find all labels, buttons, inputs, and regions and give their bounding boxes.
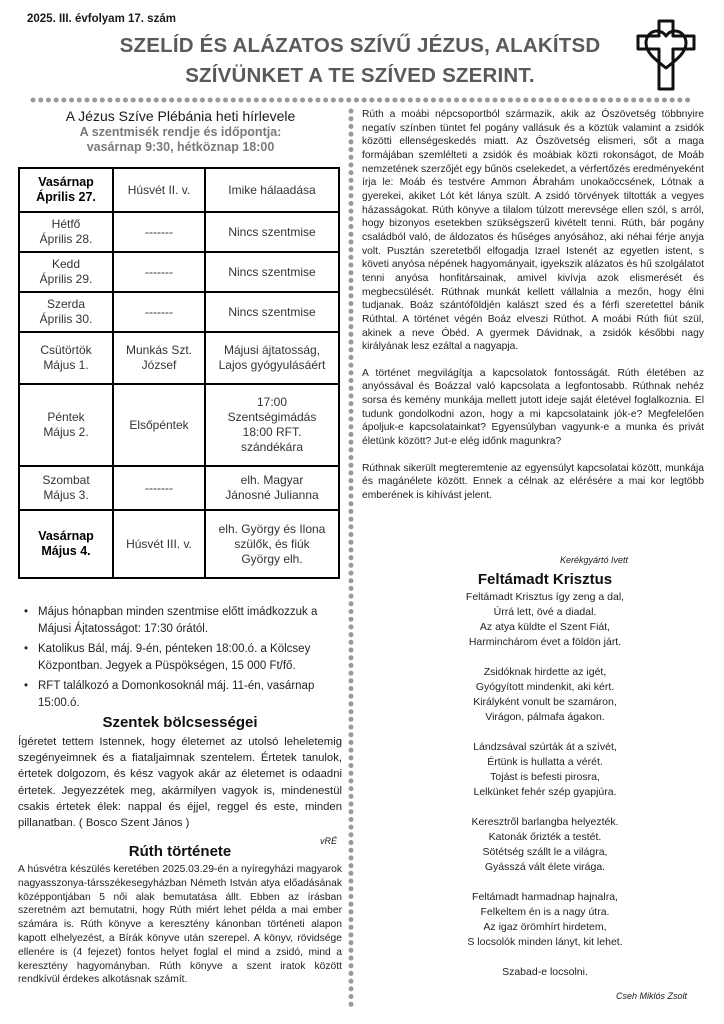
schedule-feast: ------- <box>113 292 205 332</box>
poem-stanza <box>420 815 670 875</box>
newsletter-heading <box>18 108 343 155</box>
schedule-day <box>19 292 113 332</box>
schedule-weekday: Kedd <box>51 257 81 271</box>
schedule-weekday: Vasárnap <box>38 529 94 543</box>
intention-line: Jánosné Julianna <box>225 488 319 502</box>
schedule-row <box>19 332 339 384</box>
schedule-date: Május 3. <box>43 488 89 502</box>
schedule-day <box>19 384 113 466</box>
schedule-intention <box>205 252 339 292</box>
schedule-day <box>19 466 113 510</box>
poem-line: Virágon, pálmafa ágakon. <box>485 711 605 723</box>
schedule-date: Április 27. <box>36 190 96 204</box>
sacred-heart-cross-icon <box>634 18 698 92</box>
intention-line: Nincs szentmise <box>228 304 316 319</box>
schedule-row <box>19 466 339 510</box>
schedule-feast: Húsvét II. v. <box>113 168 205 212</box>
intention-line: 18:00 RFT. <box>242 425 302 439</box>
ruth-story-continued <box>362 108 704 516</box>
newsletter-title: A Jézus Szíve Plébánia heti hírlevele <box>65 108 296 124</box>
schedule-intention <box>205 292 339 332</box>
poem-line: Értünk is hullatta a vérét. <box>487 756 603 768</box>
poem-line: Lelkünket fehér szép gyapjúra. <box>473 786 617 798</box>
motto-line-2: SZÍVÜNKET A TE SZÍVED SZERINT. <box>185 64 535 87</box>
schedule-date: Május 4. <box>41 544 91 558</box>
schedule-date: Április 29. <box>39 272 93 286</box>
schedule-day <box>19 252 113 292</box>
schedule-weekday: Péntek <box>47 410 85 424</box>
announcements-list <box>22 604 340 715</box>
schedule-feast: Munkás Szt. József <box>113 332 205 384</box>
ruth-paragraph: Rúthnak sikerült megteremtenie az egyensúlyt kapcsolatai között, munkája és magánélete között. Ennek a célnak az elérésére a mai kor legtöbb emberének is kihívást jelent. <box>362 462 704 502</box>
ruth-paragraph: Rúth a moábi népcsoportból származik, akik az Ószövetség többnyire negatív színben tüntet fel pogány vallásuk és a köztük valamint a zsidók közötti ellenségeskedés miatt. Az Ószövetség elismeri, sőt a maga formájában szemlélteti a zsidók és moábiak közti rokonságot, de Moáb nemzetének szerzőjét egy bűnös cselekedet, a vérfertőzés eredményeként írja le: Moáb és testvére Ammon Ábrahám unokaöccsének, Lótnak a gyerekei, akiket Lót két lánya szült. A zsidó törvények tiltották a vegyes házasságokat. Rúth könyve a tilalom túlzott merevsége ellen szól, s arról, hogy bizonyos esetekben szükségszerű kivételt tenni. Rúth, bár pogány családból való, de áldozatos és hűséges anyósához, aki néhai férje anyja volt. Pusztán szeretetből elfogadja Izrael Istenét az egyetlen istent, s követi anyósa népének hagyományait, igyekszik alázatos és hű szolgálatot tenni anyósa honfitársainak, amivel kivívja azok elismerését és megbecsülését. Rúthnak munkát kellett vállalnia a mezőn, hogy élni tudjanak. Boáz szántóföldjén kalászt szed és a férfi szeretettel bánik Rúthtal. A történet végén Boáz elveszi Rúthot. A moábi Rúth fiút szül, akinek a neve Óbéd. A gyermek Dávidnak, a zsidók későbbi nagy királyának lesz ezáltal a nagyapja. <box>362 109 704 353</box>
poem-line: Gyásszá vált élete virága. <box>484 861 606 873</box>
ruth-story-heading: Rúth története <box>128 843 232 860</box>
schedule-day <box>19 168 113 212</box>
schedule-row <box>19 510 339 578</box>
schedule-intention <box>205 466 339 510</box>
ruth-paragraph: A történet megvilágítja a kapcsolatok fontosságát. Rúth életében az anyóssával és Boázzal való kapcsolata a legfontosabb. Rúthnak nehéz sorsa és kemény munkája mellett jutott ideje saját életével foglalkoznia. El tudunk gondolkodni azon, hogy a mi kapcsolataink jók-e? Megfelelően ápoljuk-e kapcsolatainkat? Egyensúlyban vagyunk-e a munka és privát életünk között? Jut-e elég időnk magunkra? <box>362 367 704 448</box>
intention-line: szülők, és fiúk <box>234 536 310 551</box>
ruth-story-intro: A húsvétra készülés keretében 2025.03.29-én a nyíregyházi magyarok nagyasszonya-társszékesegyházban Németh István atya előadásának középpontjában 5 női alak bemutatása állt. Ebben az írásban szeretném azt bemutatni, hogy Rúth miért lehet példa a mai ember számára is. Rúth könyve a keresztény kánonban történeti alapon kapott elhelyezést, a Bírák könyve után szerepel. A könyv, rövidsége ellenére is (4 fejezet) fontos helyet foglal el mind a zsidó, mind a keresztény hagyományban. Rúth könyve a szent iratok között rendkívül érdekes alkotásnak számít. <box>18 864 342 986</box>
intention-line: Imike hálaadása <box>228 182 316 197</box>
schedule-weekday: Szerda <box>46 297 86 311</box>
poem-line: Katonák őrizték a testét. <box>488 831 602 843</box>
schedule-intention <box>205 168 339 212</box>
poem-line: Zsidóknak hirdette az igét, <box>483 666 607 678</box>
vertical-dotted-divider <box>348 108 354 1008</box>
poem-line: Királyként vonult be szamáron, <box>473 696 617 708</box>
horizontal-dotted-divider <box>30 97 694 103</box>
schedule-row <box>19 292 339 332</box>
announcement-item: • RFT találkozó a Domonkosoknál máj. 11-én, vasárnap 15:00.ó. <box>24 680 315 709</box>
poem-line: Lándzsával szúrták át a szívét, <box>473 741 617 753</box>
schedule-intention <box>205 510 339 578</box>
poem-line: Gyógyított mindenkit, aki kért. <box>475 681 615 693</box>
poem-line: Harminchárom évet a földön járt. <box>468 636 622 648</box>
intention-line: György elh. <box>241 551 303 566</box>
schedule-weekday: Vasárnap <box>38 175 94 189</box>
poem-stanza <box>420 890 670 950</box>
schedule-feast: Húsvét III. v. <box>113 510 205 578</box>
poem-line: Sötétség szállt le a világra, <box>482 846 608 858</box>
schedule-weekday: Szombat <box>42 473 90 487</box>
intention-line: Májusi ájtatosság, <box>223 343 321 357</box>
schedule-date: Április 30. <box>39 312 93 326</box>
poem-line: Feltámadt Krisztus így zeng a dal, <box>465 591 625 603</box>
poem-title: Feltámadt Krisztus <box>477 571 613 588</box>
intention-line: Lajos gyógyulásáért <box>218 358 326 372</box>
poem-line: Feltámadt harmadnap hajnalra, <box>472 891 618 903</box>
schedule-day <box>19 212 113 252</box>
poem-stanza <box>420 740 670 800</box>
motto-line-1: SZELÍD ÉS ALÁZATOS SZÍVŰ JÉZUS, ALAKÍTSD <box>119 34 601 57</box>
poem-stanza <box>420 590 670 650</box>
schedule-date: Május 2. <box>43 425 89 439</box>
intention-line: elh. György és Ilona <box>218 521 326 536</box>
poem-line: Felkeltem én is a nagy útra. <box>480 906 610 918</box>
intention-line: Nincs szentmise <box>228 264 316 279</box>
poem-stanza <box>420 665 670 725</box>
schedule-date: Április 28. <box>39 232 93 246</box>
schedule-weekday: Hétfő <box>51 217 81 231</box>
schedule-weekday: Csütörtök <box>40 343 92 357</box>
mass-schedule-times: vasárnap 9:30, hétköznap 18:00 <box>86 140 275 154</box>
saints-wisdom-heading: Szentek bölcsességei <box>102 714 258 731</box>
poem-line: Keresztről barlangba helyezték. <box>471 816 619 828</box>
intention-line: 17:00 <box>256 395 288 409</box>
schedule-row <box>19 384 339 466</box>
mass-schedule-table <box>18 167 340 579</box>
poem-line: Az atya küldte el Szent Fiát, <box>479 621 611 633</box>
intention-line: Nincs szentmise <box>228 224 316 239</box>
schedule-feast: Elsőpéntek <box>113 384 205 466</box>
schedule-feast: ------- <box>113 252 205 292</box>
schedule-date: Május 1. <box>43 358 89 372</box>
poem-stanza <box>420 965 670 980</box>
issue-number: 2025. III. évfolyam 17. szám <box>27 13 176 25</box>
saints-wisdom-text: Ígéretet tettem Istennek, hogy életemet az utolsó leheletemig szegényeimnek és a fiataljaimnak szentelem. Értetek tanulok, értetek dolgozom, és kész vagyok akár az életemet is odaadni értetek. Jegyezzétek meg, akármilyen vagyok is, mindenestül csakis értetek élek: nappal és éjjel, reggel és este, minden pillanatban. ( Bosco Szent János ) <box>18 736 342 830</box>
schedule-row <box>19 212 339 252</box>
poem-author: Cseh Miklós Zsolt <box>616 991 688 1001</box>
ruth-author: Kerékgyártó Ivett <box>560 555 629 565</box>
poem-line: Úrrá lett, övé a diadal. <box>493 606 597 618</box>
schedule-row <box>19 252 339 292</box>
schedule-feast: ------- <box>113 212 205 252</box>
poem-line: Az igaz örömhírt hirdetem, <box>483 921 607 933</box>
announcement-item: • Május hónapban minden szentmise előtt imádkozzuk a Májusi Ájtatosságot: 17:30 órától. <box>24 606 318 635</box>
poem-body <box>420 590 670 995</box>
mass-schedule-title: A szentmisék rendje és időpontja: <box>79 125 282 139</box>
intention-line: szándékára <box>240 440 304 454</box>
schedule-intention <box>205 332 339 384</box>
poem-line: Szabad-e locsolni. <box>502 966 588 978</box>
schedule-intention <box>205 212 339 252</box>
intention-line: Szentségimádás <box>227 410 317 424</box>
poem-line: S locsolók minden lányt, kit lehet. <box>467 936 623 948</box>
schedule-row <box>19 168 339 212</box>
announcement-item: • Katolikus Bál, máj. 9-én, pénteken 18:00.ó. a Kölcsey Központban. Jegyek a Püspökségen, 15 000 Ft/fő. <box>24 643 311 672</box>
poem-line: Tojást is befesti pirosra, <box>490 771 600 783</box>
schedule-intention <box>205 384 339 466</box>
schedule-day <box>19 510 113 578</box>
schedule-day <box>19 332 113 384</box>
schedule-feast: ------- <box>113 466 205 510</box>
intention-line: elh. Magyar <box>240 473 304 487</box>
saints-wisdom-signature: vRÉ <box>320 836 338 846</box>
